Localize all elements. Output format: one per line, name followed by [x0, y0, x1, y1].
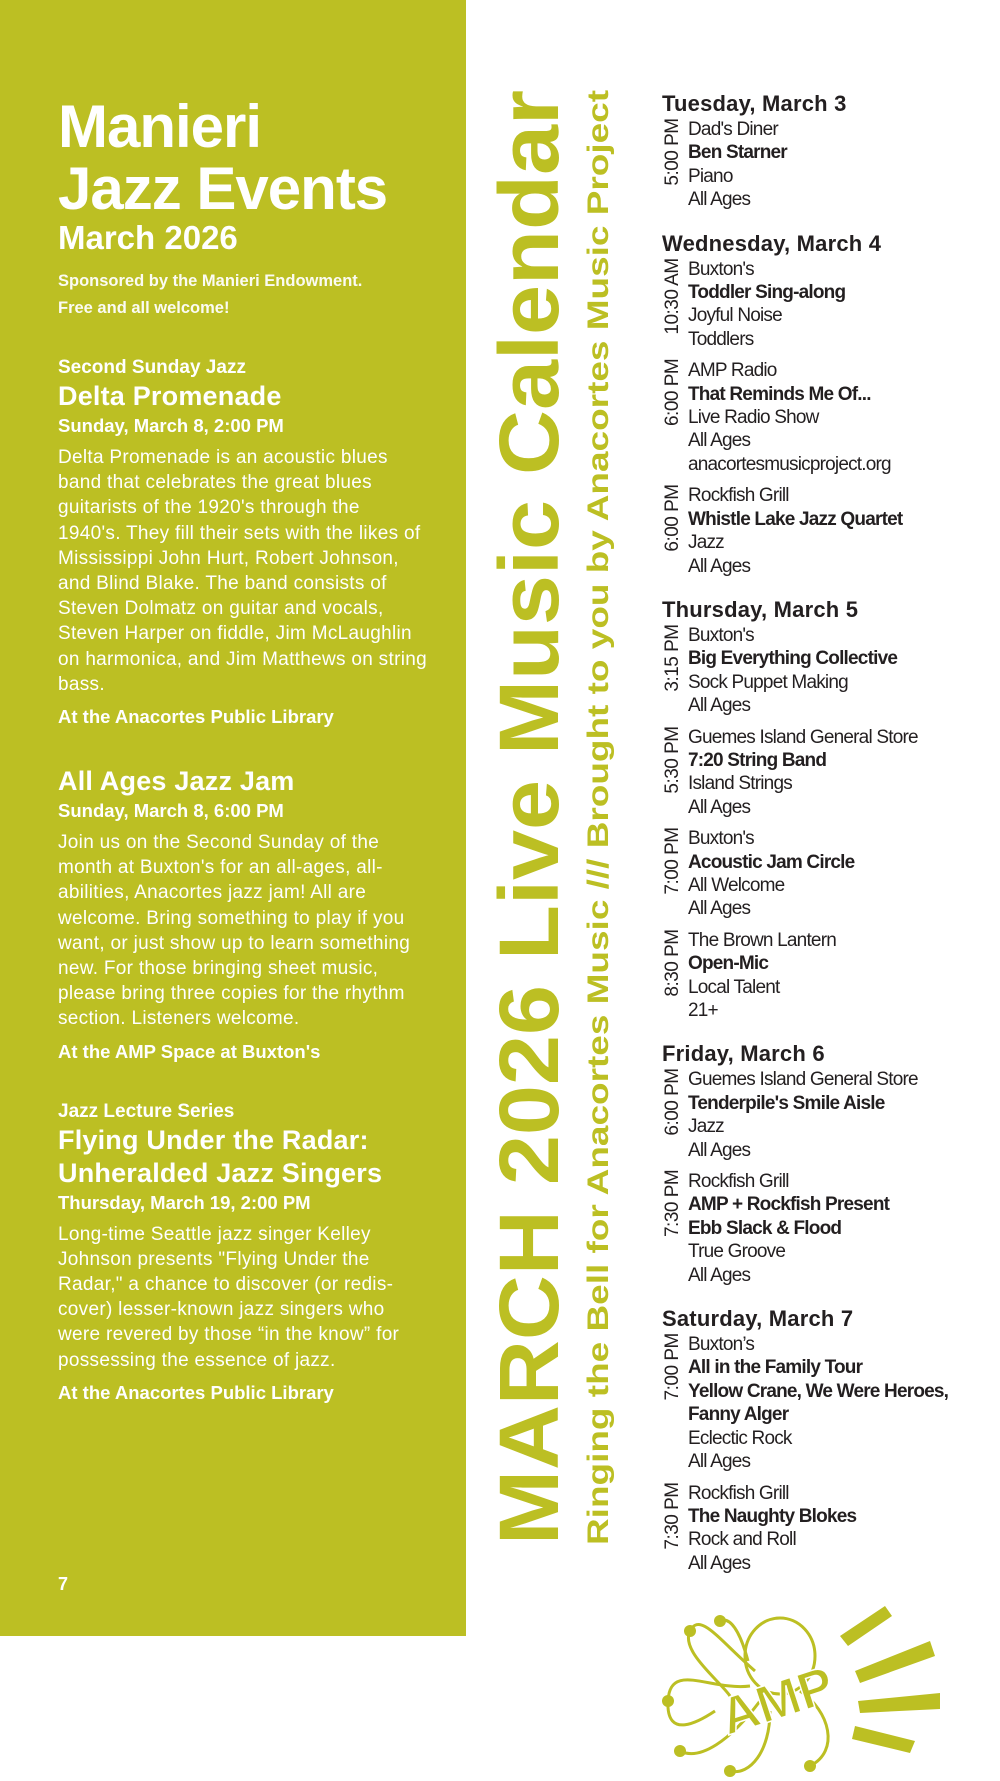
event-lecture [58, 1100, 428, 1405]
schedule-event [662, 1068, 998, 1162]
event-venue: Guemes Island General Store [688, 726, 918, 748]
event-series: Jazz Lecture Series [58, 1100, 235, 1122]
event-act: Whistle Lake Jazz Quartet [688, 508, 903, 530]
event-delta-promenade [58, 356, 428, 729]
day-heading: Tuesday, March 3 [662, 91, 847, 116]
event-venue: The Brown Lantern [688, 929, 836, 951]
event-meta [688, 304, 845, 351]
vertical-banner [466, 0, 656, 1636]
day-heading: Friday, March 6 [662, 1041, 825, 1067]
event-ages: All Ages [688, 430, 751, 452]
event-time: 3:15 PM [662, 623, 683, 692]
event-genre: Jazz [688, 1116, 724, 1138]
event-genre: Local Talent [688, 976, 780, 998]
event-description: Delta Promenade is an acoustic blues band that celebrates the great blues guitarists of the 1920's through the 1940's. They fill their sets with the likes of Mississippi John Hurt, Robert Johnson, and Blind Blake. The band consists of Steven Dolmatz on guitar and vocals, Steven Harper on fiddle, Jim McLaughlin on harmonica, and Jim Matthews on string bass. [58, 447, 427, 695]
event-description: Join us on the Second Sunday of the month at Buxton's for an all-ages, all-abilities, Anacortes jazz jam! All are welcome. Bring something to play if you want, or just show up to learn something new. For those bringing sheet music, please bring three copies for the rhythm section. Listeners welcome. [58, 832, 411, 1030]
event-genre: Sock Puppet Making [688, 671, 848, 693]
event-time: 5:30 PM [662, 725, 683, 793]
event-act: Ben Starner [688, 142, 787, 164]
event-title-line2: Unheralded Jazz Singers [58, 1157, 383, 1188]
schedule-event [662, 484, 998, 578]
jazz-events-panel [0, 0, 466, 1636]
event-genre: All Welcome [688, 874, 785, 896]
event-ages: All Ages [688, 1451, 751, 1473]
vertical-subtitle: Ringing the Bell for Anacortes Music /// Brought to you by Anacortes Music Project [582, 363, 615, 1545]
event-venue: Buxton's [688, 258, 754, 280]
schedule-event [662, 1333, 998, 1473]
event-meta [688, 531, 902, 578]
event-time: 8:30 PM [662, 928, 683, 997]
event-venue: Dad's Diner [688, 119, 778, 140]
sponsor-text [58, 268, 428, 322]
amp-octopus-logo [660, 1601, 940, 1781]
event-venue: AMP Radio [688, 360, 777, 382]
month: March 2026 [58, 219, 238, 256]
day-heading: Saturday, March 7 [662, 1306, 854, 1332]
event-genre: Rock and Roll [688, 1529, 796, 1551]
event-venue: Buxton’s [688, 1334, 755, 1356]
schedule-event [662, 359, 998, 476]
event-act: Big Everything Collective [688, 648, 898, 670]
event-act: Open-Mic [688, 953, 769, 975]
event-venue: Rockfish Grill [688, 485, 789, 507]
event-act: All in the Family Tour [688, 1357, 863, 1379]
event-act: AMP + Rockfish Present [688, 1194, 890, 1216]
jazz-events-content [58, 93, 428, 1405]
event-ages: All Ages [688, 1139, 751, 1161]
header [58, 93, 428, 322]
event-location: At the Anacortes Public Library [58, 1381, 334, 1403]
event-act: That Reminds Me Of... [688, 383, 871, 405]
event-time: 7:00 PM [662, 827, 683, 895]
event-ages: All Ages [688, 555, 751, 577]
event-series: Second Sunday Jazz [58, 357, 246, 378]
event-location: At the Anacortes Public Library [58, 706, 334, 728]
event-act: Fanny Alger [688, 1404, 789, 1426]
event-genre: Live Radio Show [688, 407, 819, 429]
event-genre: Joyful Noise [688, 305, 782, 327]
event-genre: Jazz [688, 532, 724, 554]
event-act: Toddler Sing-along [688, 282, 846, 304]
event-ages: All Ages [688, 796, 751, 818]
event-time: 6:00 PM [662, 484, 683, 552]
event-description: Long-time Seattle jazz singer Kelley Johnson presents "Flying Under the Radar," a chance to discover (or redis-cover) lesser-known jazz singers who were revered by those “in the know” for possessing the essence of jazz. [58, 1223, 400, 1371]
event-venue: Rockfish Grill [688, 1482, 789, 1504]
event-meta [688, 772, 918, 819]
title-line1: Manieri [58, 93, 262, 160]
event-time: 6:00 PM [662, 359, 683, 427]
event-title-line1: Flying Under the Radar: [58, 1124, 369, 1155]
event-website: anacortesmusicproject.org [688, 453, 891, 475]
event-ages: Toddlers [688, 328, 754, 350]
logo-text: AMP [713, 1656, 842, 1747]
event-genre: Piano [688, 165, 733, 187]
event-jazz-jam [58, 765, 428, 1064]
event-meta [688, 976, 836, 1023]
event-venue: Guemes Island General Store [688, 1069, 918, 1091]
event-act: Yellow Crane, We Were Heroes, [688, 1380, 949, 1402]
event-act: Tenderpile's Smile Aisle [688, 1092, 885, 1114]
day-heading: Wednesday, March 4 [662, 230, 882, 256]
event-time: 7:30 PM [662, 1170, 683, 1238]
schedule-event [662, 929, 998, 1023]
event-ages: All Ages [688, 695, 751, 717]
event-ages: All Ages [688, 1552, 751, 1574]
event-date: Sunday, March 8, 6:00 PM [58, 800, 284, 822]
schedule-event [662, 726, 998, 820]
schedule-event [662, 118, 998, 212]
sponsor-line1: Sponsored by the Manieri Endowment. [58, 272, 363, 290]
page-number: 7 [58, 1574, 69, 1594]
event-title: Delta Promenade [58, 381, 282, 411]
day-heading: Thursday, March 5 [662, 596, 859, 622]
event-genre: True Groove [688, 1241, 786, 1263]
schedule-event [662, 258, 998, 352]
event-meta [688, 1427, 948, 1474]
event-time: 7:00 PM [662, 1333, 683, 1401]
event-meta [688, 671, 897, 718]
event-ages: All Ages [688, 1264, 751, 1286]
event-ages: 21+ [688, 1000, 718, 1021]
event-meta [688, 1240, 889, 1287]
event-meta [688, 874, 854, 921]
event-act: The Naughty Blokes [688, 1505, 857, 1527]
schedule-list [662, 90, 998, 1781]
event-meta [688, 406, 891, 453]
event-location: At the AMP Space at Buxton's [58, 1040, 321, 1062]
event-venue: Rockfish Grill [688, 1171, 789, 1193]
event-act: 7:20 String Band [688, 749, 827, 771]
event-genre: Island Strings [688, 773, 792, 795]
event-meta [688, 165, 787, 212]
event-genre: Eclectic Rock [688, 1427, 792, 1449]
event-time: 7:30 PM [662, 1481, 683, 1549]
schedule-event [662, 624, 998, 718]
event-venue: Buxton's [688, 624, 754, 646]
event-time: 6:00 PM [662, 1068, 683, 1136]
event-act: Ebb Slack & Flood [688, 1217, 842, 1239]
title-line2: Jazz Events [58, 155, 388, 222]
sponsor-line2: Free and all welcome! [58, 299, 230, 317]
event-title: All Ages Jazz Jam [58, 766, 295, 797]
schedule-event [662, 1482, 998, 1576]
vertical-title: MARCH 2026 Live Music Calendar [482, 186, 576, 1545]
event-date: Thursday, March 19, 2:00 PM [58, 1191, 311, 1213]
event-time: 5:00 PM [662, 118, 683, 186]
event-meta [688, 1528, 856, 1575]
event-time: 10:30 AM [662, 257, 683, 334]
event-venue: Buxton's [688, 828, 754, 850]
event-meta [688, 1115, 918, 1162]
schedule-event [662, 827, 998, 921]
event-act: Acoustic Jam Circle [688, 851, 855, 873]
event-ages: All Ages [688, 898, 751, 920]
event-date: Sunday, March 8, 2:00 PM [58, 415, 284, 436]
event-ages: All Ages [688, 189, 751, 211]
schedule-event [662, 1170, 998, 1287]
